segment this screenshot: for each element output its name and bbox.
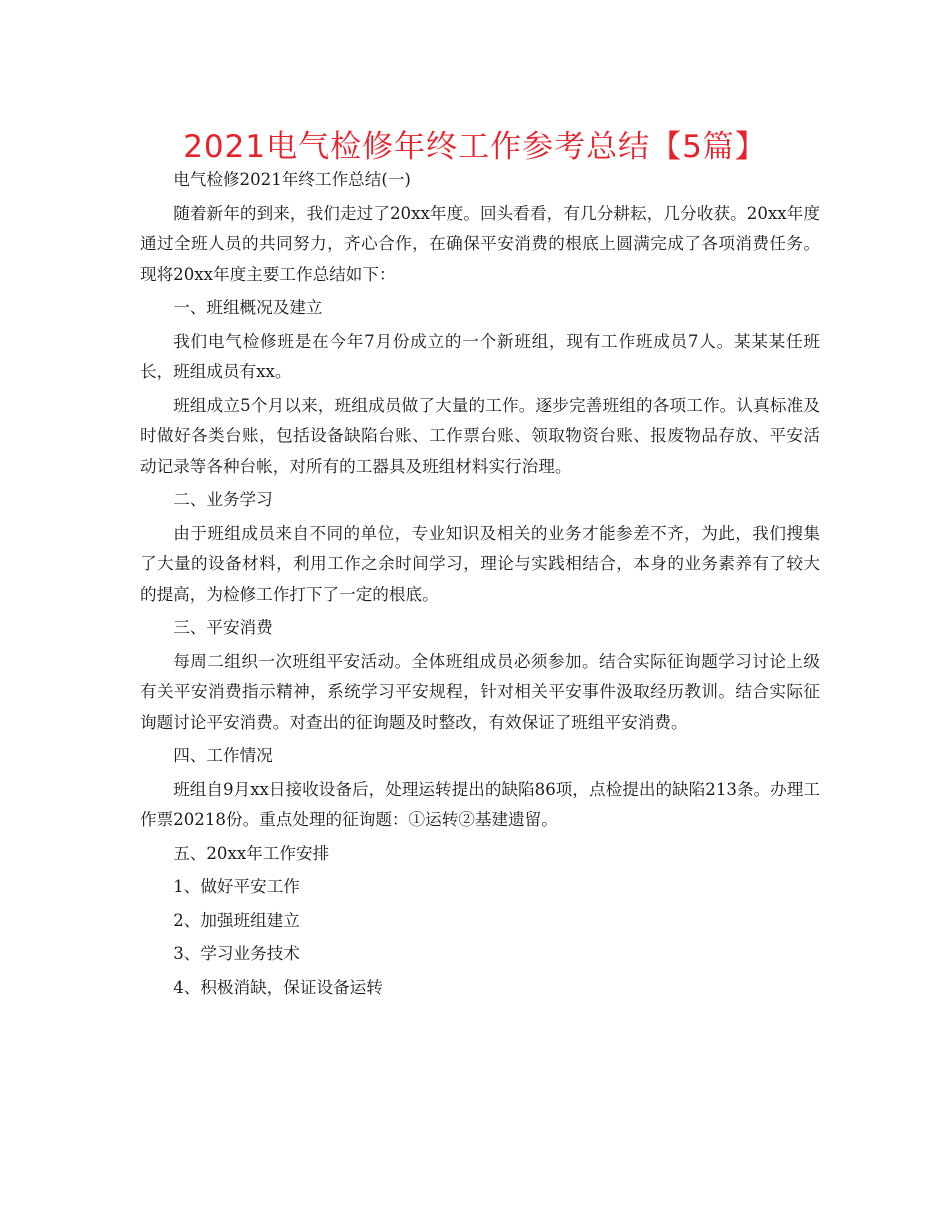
document-body (140, 165, 820, 1003)
list-item: 3、学习业务技术 (173, 944, 300, 963)
heading-work-status: 四、工作情况 (173, 746, 273, 765)
paragraph-team-founded: 我们电气检修班是在今年7月份成立的一个新班组，现有工作班成员7人。某某某任班长，班组成员有xx。 (140, 331, 820, 381)
paragraph-safety: 每周二组织一次班组平安活动。全体班组成员必须参加。结合实际征询题学习讨论上级有关平安消费指示精神，系统学习平安规程，针对相关平安事件汲取经历教训。结合实际征询题讨论平安消费。对查出的征询题及时整改，有效保证了班组平安消费。 (140, 651, 820, 732)
paragraph-team-work: 班组成立5个月以来，班组成员做了大量的工作。逐步完善班组的各项工作。认真标准及时做好各类台账，包括设备缺陷台账、工作票台账、领取物资台账、报废物品存放、平安活动记录等各种台帐，对所有的工器具及班组材料实行治理。 (140, 395, 820, 476)
paragraph-intro: 随着新年的到来，我们走过了20xx年度。回头看看，有几分耕耘，几分收获。20xx年度通过全班人员的共同努力，齐心合作，在确保平安消费的根底上圆满完成了各项消费任务。现将20xx年度主要工作总结如下： (140, 203, 820, 284)
heading-business-study: 二、业务学习 (173, 490, 273, 509)
section-subtitle: 电气检修2021年终工作总结(一) (173, 170, 411, 189)
heading-safety: 三、平安消费 (173, 618, 273, 637)
heading-work-plan: 五、20xx年工作安排 (173, 843, 330, 863)
paragraph-business-study: 由于班组成员来自不同的单位，专业知识及相关的业务才能参差不齐，为此，我们搜集了大量的设备材料，利用工作之余时间学习，理论与实践相结合，本身的业务素养有了较大的提高，为检修工作打下了一定的根底。 (140, 523, 820, 604)
list-item: 1、做好平安工作 (173, 877, 300, 896)
list-item: 2、加强班组建立 (173, 910, 300, 930)
heading-team-overview: 一、班组概况及建立 (173, 298, 323, 317)
paragraph-work-status: 班组自9月xx日接收设备后，处理运转提出的缺陷86项，点检提出的缺陷213条。办理工作票20218份。重点处理的征询题：①运转②基建遗留。 (140, 779, 820, 829)
list-item: 4、积极消缺，保证设备运转 (173, 977, 383, 997)
document-title: 2021电气检修年终工作参考总结【5篇】 (183, 129, 767, 165)
